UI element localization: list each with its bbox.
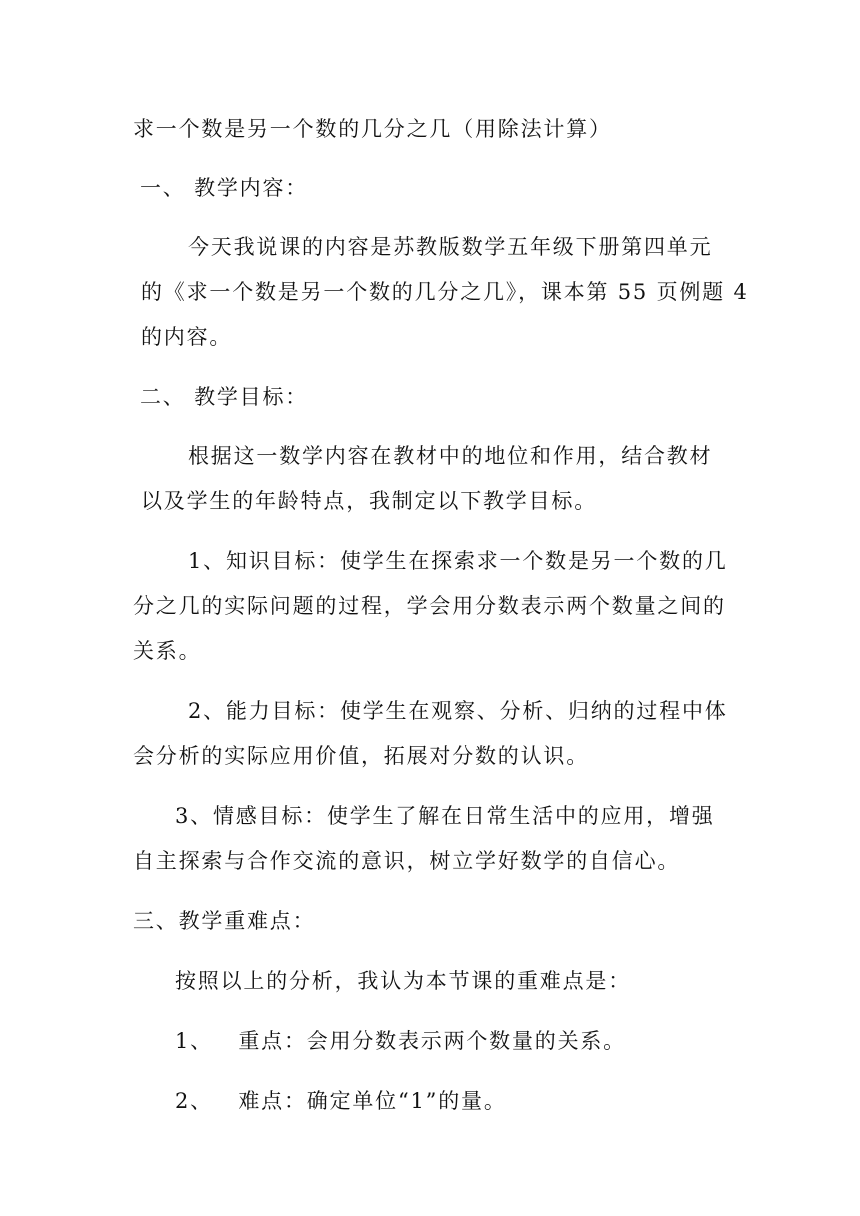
section-heading-key-points: 三、教学重难点：: [133, 909, 316, 933]
goal-knowledge-line: 关系。: [133, 639, 202, 663]
key-point-item: 1、 重点：会用分数表示两个数量的关系。: [175, 1029, 626, 1053]
goals-intro-line: 根据这一数学内容在教材中的地位和作用，结合教材: [188, 444, 713, 468]
goals-intro-line: 以及学生的年龄特点，我制定以下教学目标。: [141, 489, 597, 513]
goal-knowledge-line: 分之几的实际问题的过程，学会用分数表示两个数量之间的: [133, 594, 726, 618]
section-heading-goals: 二、 教学目标：: [140, 385, 309, 409]
goal-ability-line: 2、能力目标：使学生在观察、分析、归纳的过程中体: [188, 699, 728, 723]
goal-emotion-line: 自主探索与合作交流的意识，树立学好数学的自信心。: [133, 849, 681, 873]
section-heading-content: 一、 教学内容：: [140, 176, 309, 200]
document-title: 求一个数是另一个数的几分之几（用除法计算）: [133, 117, 612, 141]
content-paragraph-line: 的内容。: [141, 325, 233, 349]
goal-ability-line: 会分析的实际应用价值，拓展对分数的认识。: [133, 744, 589, 768]
content-paragraph-line: 的《求一个数是另一个数的几分之几》，课本第 55 页例题 4: [141, 280, 749, 304]
content-paragraph-line: 今天我说课的内容是苏教版数学五年级下册第四单元: [188, 235, 713, 259]
key-points-intro: 按照以上的分析，我认为本节课的重难点是：: [175, 969, 631, 993]
goal-emotion-line: 3、情感目标：使学生了解在日常生活中的应用，增强: [175, 804, 715, 828]
goal-knowledge-line: 1、知识目标：使学生在探索求一个数是另一个数的几: [188, 549, 728, 573]
difficult-point-item: 2、 难点：确定单位“1”的量。: [175, 1089, 507, 1113]
